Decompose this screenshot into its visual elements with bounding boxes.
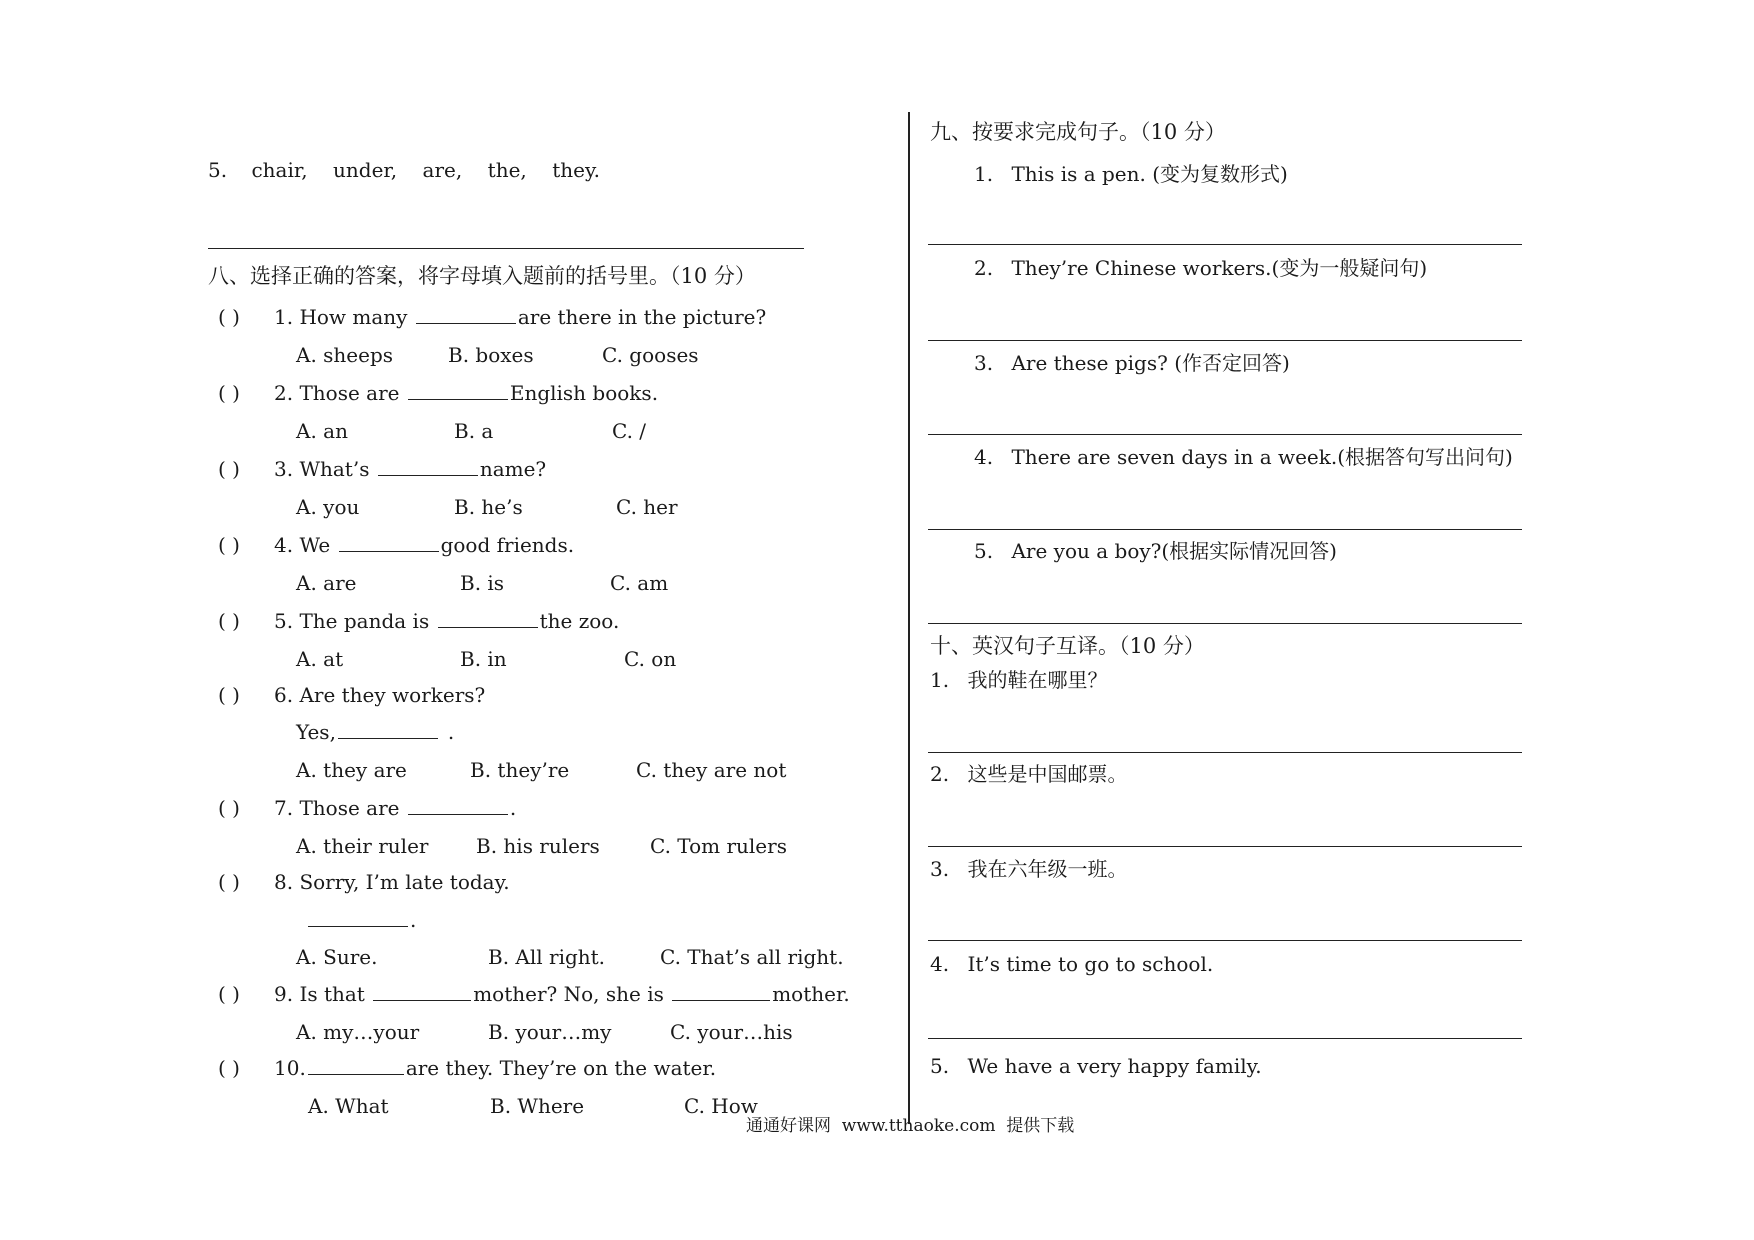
- s10-item4-num: 4.: [930, 952, 950, 976]
- q8-6-sub: [296, 722, 454, 742]
- q8-6-sub-post: .: [447, 720, 455, 744]
- q8-2-post: English books.: [509, 381, 659, 405]
- q8-8-opt-b: B. All right.: [488, 945, 606, 969]
- q8-1-paren[interactable]: ( ): [218, 305, 240, 329]
- s9-item1-text: This is a pen. (变为复数形式): [1011, 162, 1288, 186]
- s10-item1-text: 我的鞋在哪里？: [967, 668, 1108, 692]
- q8-10-post: are they. They’re on the water.: [405, 1056, 717, 1080]
- answer-line-s9-4[interactable]: [928, 529, 1522, 530]
- s9-item5: [974, 541, 1337, 561]
- q8-9-opt-b: B. your…my: [488, 1020, 612, 1044]
- s10-item3-num: 3.: [930, 857, 950, 881]
- answer-line-s9-1[interactable]: [928, 244, 1522, 245]
- q8-4-opt-b: B. is: [460, 571, 505, 595]
- q8-1-opt-c: C. gooses: [602, 343, 699, 367]
- s9-item3-text: Are these pigs? (作否定回答): [1011, 351, 1290, 375]
- q8-2-opt-a: A. an: [296, 419, 348, 443]
- s10-item5: [930, 1056, 1262, 1076]
- q8-5-pre: 5. The panda is: [274, 609, 430, 633]
- q8-7-blank[interactable]: [408, 813, 508, 815]
- q8-1-opt-a: A. sheeps: [296, 343, 394, 367]
- q8-3-blank[interactable]: [378, 474, 478, 476]
- s9-item2-text: They’re Chinese workers.(变为一般疑问句): [1011, 256, 1428, 280]
- q8-4-opt-a: A. are: [296, 571, 357, 595]
- q8-1-stem: [274, 307, 766, 327]
- s10-item1-num: 1.: [930, 668, 950, 692]
- s10-item2-num: 2.: [930, 762, 950, 786]
- section8-title: 八、选择正确的答案，将字母填入题前的括号里。（10 分）: [208, 264, 756, 288]
- q8-8-sub-post: .: [410, 908, 417, 932]
- q8-3-post: name?: [479, 457, 547, 481]
- q8-10-opt-a: A. What: [308, 1094, 389, 1118]
- q8-5-opt-b: B. in: [460, 647, 507, 671]
- q8-7-paren[interactable]: ( ): [218, 796, 240, 820]
- q8-2-paren[interactable]: ( ): [218, 381, 240, 405]
- q8-8-opt-c: C. That’s all right.: [660, 945, 844, 969]
- s9-item5-num: 5.: [974, 539, 994, 563]
- q8-9-stem: [274, 984, 850, 1004]
- s9-item3: [974, 353, 1290, 373]
- s9-item4-num: 4.: [974, 445, 994, 469]
- s9-item3-num: 3.: [974, 351, 994, 375]
- q8-5-post: the zoo.: [539, 609, 620, 633]
- s9-item2: [974, 258, 1427, 278]
- q8-6-paren[interactable]: ( ): [218, 683, 240, 707]
- q8-8-opt-a: A. Sure.: [296, 945, 378, 969]
- q7-item5-num: 5.: [208, 158, 228, 182]
- q8-6-opt-c: C. they are not: [636, 758, 787, 782]
- answer-line-s10-1[interactable]: [928, 752, 1522, 753]
- s10-item2: [930, 764, 1127, 784]
- s9-item2-num: 2.: [974, 256, 994, 280]
- q8-6-blank[interactable]: [338, 737, 438, 739]
- q8-4-paren[interactable]: ( ): [218, 533, 240, 557]
- column-divider: [908, 112, 910, 1124]
- q8-10-stem: [274, 1058, 716, 1078]
- q8-9-opt-c: C. your…his: [670, 1020, 793, 1044]
- q8-7-opt-c: C. Tom rulers: [650, 834, 787, 858]
- q8-9-mid: mother? No, she is: [473, 982, 664, 1006]
- q8-1-blank[interactable]: [416, 322, 516, 324]
- q8-9-pre: 9. Is that: [274, 982, 365, 1006]
- q8-8-stem: 8. Sorry, I’m late today.: [274, 870, 510, 894]
- answer-line-s10-3[interactable]: [928, 940, 1522, 941]
- q8-4-blank[interactable]: [339, 550, 439, 552]
- q8-9-blank-1[interactable]: [373, 999, 471, 1001]
- s10-item1: [930, 670, 1107, 690]
- s10-item3: [930, 859, 1127, 879]
- q8-8-paren[interactable]: ( ): [218, 870, 240, 894]
- q8-3-opt-a: A. you: [296, 495, 360, 519]
- s10-item3-text: 我在六年级一班。: [967, 857, 1128, 881]
- q8-1-opt-b: B. boxes: [448, 343, 534, 367]
- answer-line-q7-5[interactable]: [208, 248, 804, 249]
- q8-10-paren[interactable]: ( ): [218, 1056, 240, 1080]
- q8-10-blank[interactable]: [308, 1073, 404, 1075]
- answer-line-s10-4[interactable]: [928, 1038, 1522, 1039]
- q8-5-blank[interactable]: [438, 626, 538, 628]
- q8-2-opt-b: B. a: [454, 419, 494, 443]
- q8-7-post: .: [509, 796, 517, 820]
- q8-1-post: are there in the picture?: [517, 305, 767, 329]
- q8-7-pre: 7. Those are: [274, 796, 400, 820]
- q8-4-stem: [274, 535, 574, 555]
- answer-line-s9-3[interactable]: [928, 434, 1522, 435]
- q8-5-paren[interactable]: ( ): [218, 609, 240, 633]
- answer-line-s9-5[interactable]: [928, 623, 1522, 624]
- q8-6-stem: 6. Are they workers?: [274, 683, 486, 707]
- q8-4-post: good friends.: [440, 533, 575, 557]
- q8-2-stem: [274, 383, 658, 403]
- q8-3-opt-b: B. he’s: [454, 495, 523, 519]
- s10-item2-text: 这些是中国邮票。: [967, 762, 1128, 786]
- s10-item4: [930, 954, 1213, 974]
- q8-2-opt-c: C. /: [612, 419, 647, 443]
- s9-item4: [974, 447, 1513, 467]
- q8-7-stem: [274, 798, 516, 818]
- q8-4-pre: 4. We: [274, 533, 331, 557]
- q8-2-blank[interactable]: [408, 398, 508, 400]
- q8-3-paren[interactable]: ( ): [218, 457, 240, 481]
- s9-item4-text: There are seven days in a week.(根据答句写出问句): [1011, 445, 1513, 469]
- q7-item5-words: chair, under, are, the, they.: [251, 158, 600, 182]
- section9-title: 九、按要求完成句子。（10 分）: [930, 120, 1226, 144]
- q8-9-opt-a: A. my…your: [296, 1020, 420, 1044]
- section10-title: 十、英汉句子互译。（10 分）: [930, 634, 1205, 658]
- q8-9-post: mother.: [772, 982, 850, 1006]
- q8-8-blank[interactable]: [308, 925, 408, 927]
- q8-6-sub-pre: Yes,: [296, 720, 336, 744]
- q7-item5: [208, 160, 600, 180]
- s10-item4-text: It’s time to go to school.: [967, 952, 1214, 976]
- q8-4-opt-c: C. am: [610, 571, 669, 595]
- s9-item5-text: Are you a boy?(根据实际情况回答): [1011, 539, 1337, 563]
- q8-10-pre: 10.: [274, 1056, 306, 1080]
- q8-5-opt-c: C. on: [624, 647, 677, 671]
- answer-line-s10-2[interactable]: [928, 846, 1522, 847]
- q8-5-stem: [274, 611, 619, 631]
- q8-1-pre: 1. How many: [274, 305, 408, 329]
- q8-5-opt-a: A. at: [296, 647, 344, 671]
- s9-item1-num: 1.: [974, 162, 994, 186]
- s9-item1: [974, 164, 1288, 184]
- q8-3-stem: [274, 459, 546, 479]
- s10-item5-num: 5.: [930, 1054, 950, 1078]
- q8-2-pre: 2. Those are: [274, 381, 400, 405]
- answer-line-s9-2[interactable]: [928, 340, 1522, 341]
- q8-8-sub: [306, 910, 416, 930]
- q8-10-opt-b: B. Where: [490, 1094, 585, 1118]
- q8-6-opt-b: B. they’re: [470, 758, 570, 782]
- q8-6-opt-a: A. they are: [296, 758, 407, 782]
- q8-3-opt-c: C. her: [616, 495, 678, 519]
- q8-9-paren[interactable]: ( ): [218, 982, 240, 1006]
- q8-7-opt-a: A. their ruler: [296, 834, 429, 858]
- q8-3-pre: 3. What’s: [274, 457, 370, 481]
- s10-item5-text: We have a very happy family.: [967, 1054, 1262, 1078]
- q8-10-opt-c: C. How: [684, 1094, 758, 1118]
- footer-source: 通通好课网 www.tthaoke.com 提供下载: [746, 1116, 1075, 1136]
- q8-7-opt-b: B. his rulers: [476, 834, 600, 858]
- q8-9-blank-2[interactable]: [672, 999, 770, 1001]
